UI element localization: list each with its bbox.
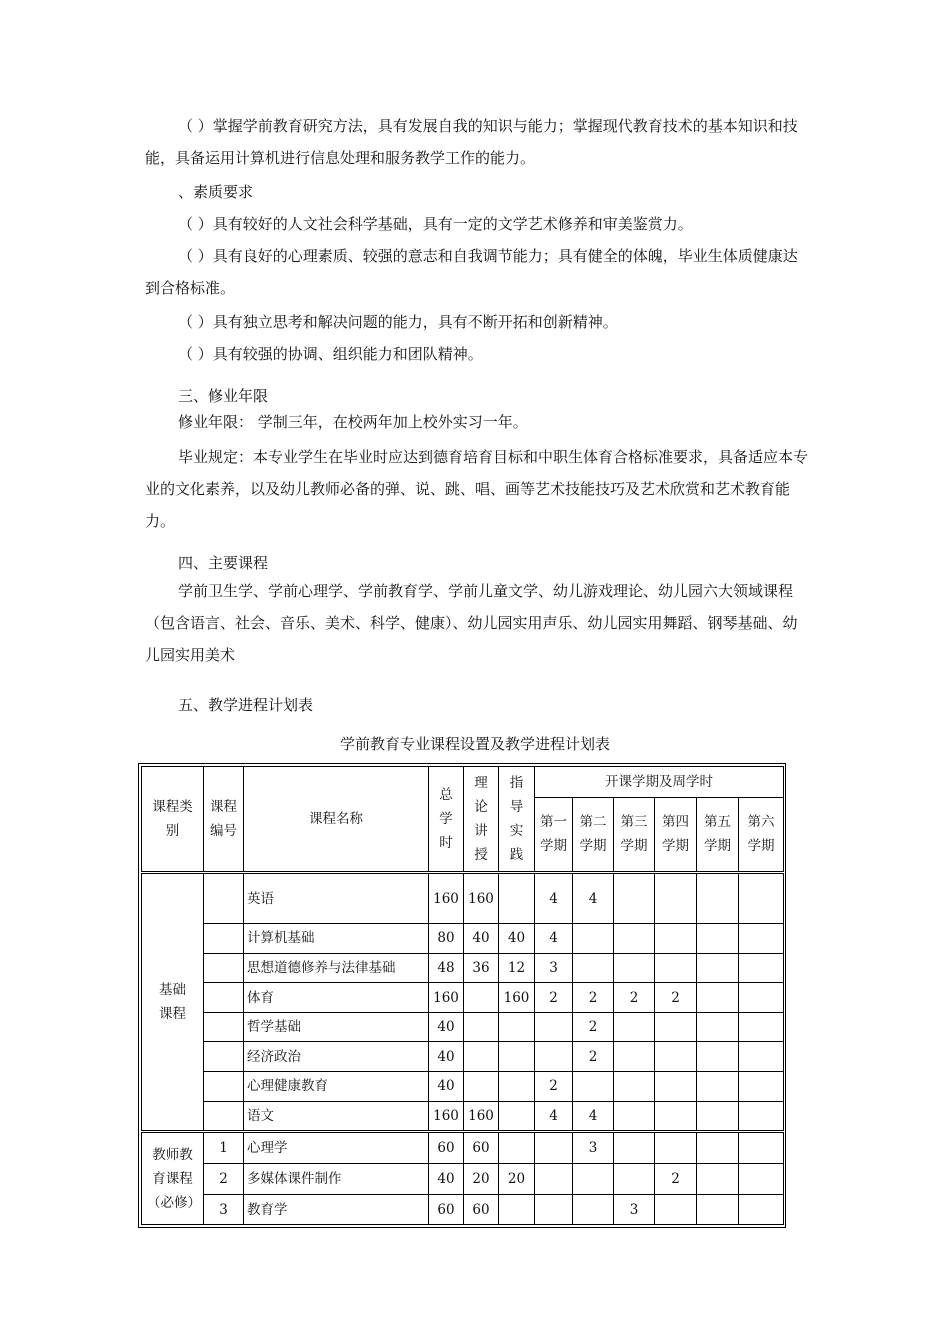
semester-hours-cell: 3 — [535, 953, 573, 983]
course-total-cell: 40 — [429, 1071, 464, 1101]
semester-hours-cell: 4 — [535, 873, 573, 924]
header-semesters-group: 开课学期及周学时 — [535, 767, 784, 798]
course-name-cell: 哲学基础 — [244, 1012, 429, 1042]
semester-hours-cell — [614, 873, 655, 924]
header-theory: 理论讲授 — [464, 767, 499, 873]
course-code-cell: 3 — [204, 1195, 244, 1225]
heading-teaching-plan: 五、教学进程计划表 — [178, 696, 314, 714]
semester-hours-cell — [739, 1163, 784, 1195]
course-practice-cell: 160 — [499, 983, 535, 1013]
header-semester-4: 第四学期 — [655, 797, 697, 872]
table-row — [142, 1132, 784, 1164]
course-theory-cell: 60 — [464, 1195, 499, 1225]
course-theory-cell — [464, 1012, 499, 1042]
header-practice: 指导实践 — [499, 767, 535, 873]
semester-hours-cell: 2 — [535, 1071, 573, 1101]
course-practice-cell — [499, 873, 535, 924]
course-total-cell: 160 — [429, 873, 464, 924]
course-code-cell: 2 — [204, 1163, 244, 1195]
semester-hours-cell — [614, 1012, 655, 1042]
table-row — [142, 1012, 784, 1042]
course-total-cell: 40 — [429, 1163, 464, 1195]
course-theory-cell: 160 — [464, 1101, 499, 1132]
semester-hours-cell — [614, 924, 655, 954]
course-total-cell: 160 — [429, 1101, 464, 1132]
course-theory-cell — [464, 1071, 499, 1101]
semester-hours-cell — [655, 1042, 697, 1072]
header-semester-3: 第三学期 — [614, 797, 655, 872]
header-semester-5: 第五学期 — [697, 797, 739, 872]
semester-hours-cell — [655, 873, 697, 924]
semester-hours-cell — [655, 1132, 697, 1164]
course-practice-cell — [499, 1132, 535, 1164]
header-category: 课程类别 — [142, 767, 204, 873]
header-semester-1: 第一学期 — [535, 797, 573, 872]
course-code-cell — [204, 873, 244, 924]
semester-hours-cell — [739, 1101, 784, 1132]
course-name-cell: 经济政治 — [244, 1042, 429, 1072]
semester-hours-cell: 2 — [573, 1012, 614, 1042]
semester-hours-cell — [655, 1071, 697, 1101]
semester-hours-cell — [697, 953, 739, 983]
semester-hours-cell — [739, 1071, 784, 1101]
table-row — [142, 1163, 784, 1195]
teaching-plan-table-frame — [138, 763, 786, 1228]
course-practice-cell — [499, 1012, 535, 1042]
semester-hours-cell — [535, 1012, 573, 1042]
semester-hours-cell — [614, 953, 655, 983]
table-caption: 学前教育专业课程设置及教学进程计划表 — [339, 735, 610, 753]
semester-hours-cell — [535, 1195, 573, 1225]
semester-hours-cell — [614, 1042, 655, 1072]
semester-hours-cell: 4 — [535, 924, 573, 954]
semester-hours-cell — [535, 1042, 573, 1072]
header-name: 课程名称 — [244, 767, 429, 873]
semester-hours-cell — [739, 1132, 784, 1164]
semester-hours-cell — [614, 1071, 655, 1101]
semester-hours-cell: 2 — [573, 1042, 614, 1072]
category-cell: 基础课程 — [142, 873, 204, 1132]
semester-hours-cell — [655, 1101, 697, 1132]
semester-hours-cell — [739, 953, 784, 983]
table-row — [142, 953, 784, 983]
semester-hours-cell — [739, 1042, 784, 1072]
course-theory-cell: 40 — [464, 924, 499, 954]
course-theory-cell — [464, 1042, 499, 1072]
course-name-cell: 教育学 — [244, 1195, 429, 1225]
semester-hours-cell — [739, 1195, 784, 1225]
course-name-cell: 计算机基础 — [244, 924, 429, 954]
course-theory-cell: 160 — [464, 873, 499, 924]
header-semester-2: 第二学期 — [573, 797, 614, 872]
course-total-cell: 40 — [429, 1042, 464, 1072]
semester-hours-cell — [697, 1012, 739, 1042]
course-name-cell: 语文 — [244, 1101, 429, 1132]
semester-hours-cell — [697, 983, 739, 1013]
course-name-cell: 心理健康教育 — [244, 1071, 429, 1101]
category-cell: 教师教育课程（必修） — [142, 1132, 204, 1225]
semester-hours-cell: 4 — [573, 1101, 614, 1132]
table-row — [142, 1071, 784, 1101]
course-theory-cell — [464, 983, 499, 1013]
course-code-cell — [204, 953, 244, 983]
semester-hours-cell: 2 — [614, 983, 655, 1013]
semester-hours-cell: 4 — [535, 1101, 573, 1132]
course-name-cell: 思想道德修养与法律基础 — [244, 953, 429, 983]
course-practice-cell: 12 — [499, 953, 535, 983]
semester-hours-cell — [573, 1071, 614, 1101]
paragraph-duration: 修业年限： 学制三年，在校两年加上校外实习一年。 — [178, 413, 528, 431]
course-practice-cell — [499, 1042, 535, 1072]
semester-hours-cell — [697, 1042, 739, 1072]
semester-hours-cell: 2 — [535, 983, 573, 1013]
semester-hours-cell — [697, 1132, 739, 1164]
semester-hours-cell — [739, 1012, 784, 1042]
course-code-cell: 1 — [204, 1132, 244, 1164]
table-row — [142, 1042, 784, 1072]
paragraph-graduation: 毕业规定：本专业学生在毕业时应达到德育培育目标和中职生体育合格标准要求，具备适应本专业的文化素养，以及幼儿教师必备的弹、说、跳、唱、画等艺术技能技巧及艺术欣赏和艺术教育能力。 — [145, 448, 809, 530]
semester-hours-cell — [614, 1163, 655, 1195]
course-code-cell — [204, 1042, 244, 1072]
semester-hours-cell — [697, 1163, 739, 1195]
heading-study-duration: 三、修业年限 — [178, 387, 269, 405]
semester-hours-cell — [573, 1195, 614, 1225]
paragraph-courses: 学前卫生学、学前心理学、学前教育学、学前儿童文学、幼儿游戏理论、幼儿园六大领域课程（包含语言、社会、音乐、美术、科学、健康）、幼儿园实用声乐、幼儿园实用舞蹈、钢琴基础、幼儿园实用美术 — [145, 582, 798, 664]
course-code-cell — [204, 924, 244, 954]
header-semester-6: 第六学期 — [739, 797, 784, 872]
paragraph-quality-1: （ ）具有较好的人文社会科学基础，具有一定的文学艺术修养和审美鉴赏力。 — [178, 215, 693, 233]
course-name-cell: 体育 — [244, 983, 429, 1013]
semester-hours-cell — [573, 924, 614, 954]
semester-hours-cell — [697, 1101, 739, 1132]
paragraph-quality-3: （ ）具有独立思考和解决问题的能力，具有不断开拓和创新精神。 — [178, 313, 618, 331]
course-practice-cell — [499, 1195, 535, 1225]
semester-hours-cell — [655, 953, 697, 983]
semester-hours-cell: 3 — [614, 1195, 655, 1225]
paragraph-quality-4: （ ）具有较强的协调、组织能力和团队精神。 — [178, 345, 483, 363]
heading-main-courses: 四、主要课程 — [178, 554, 269, 572]
table-body — [142, 873, 784, 1225]
course-name-cell: 多媒体课件制作 — [244, 1163, 429, 1195]
semester-hours-cell — [655, 924, 697, 954]
semester-hours-cell — [655, 1012, 697, 1042]
table-row — [142, 873, 784, 924]
course-code-cell — [204, 983, 244, 1013]
semester-hours-cell — [739, 983, 784, 1013]
semester-hours-cell — [697, 1071, 739, 1101]
teaching-plan-table — [141, 766, 784, 1225]
course-name-cell: 英语 — [244, 873, 429, 924]
course-theory-cell: 60 — [464, 1132, 499, 1164]
table-row — [142, 924, 784, 954]
semester-hours-cell — [739, 924, 784, 954]
course-total-cell: 80 — [429, 924, 464, 954]
semester-hours-cell: 2 — [655, 983, 697, 1013]
semester-hours-cell — [535, 1163, 573, 1195]
semester-hours-cell — [697, 924, 739, 954]
semester-hours-cell — [655, 1195, 697, 1225]
semester-hours-cell — [697, 873, 739, 924]
course-practice-cell — [499, 1101, 535, 1132]
course-theory-cell: 20 — [464, 1163, 499, 1195]
course-name-cell: 心理学 — [244, 1132, 429, 1164]
course-code-cell — [204, 1012, 244, 1042]
semester-hours-cell: 4 — [573, 873, 614, 924]
paragraph-quality-2: （ ）具有良好的心理素质、较强的意志和自我调节能力；具有健全的体魄，毕业生体质健康达到合格标准。 — [145, 247, 798, 297]
semester-hours-cell: 3 — [573, 1132, 614, 1164]
semester-hours-cell — [573, 953, 614, 983]
semester-hours-cell — [614, 1101, 655, 1132]
course-practice-cell — [499, 1071, 535, 1101]
course-total-cell: 40 — [429, 1012, 464, 1042]
semester-hours-cell — [535, 1132, 573, 1164]
course-total-cell: 60 — [429, 1195, 464, 1225]
course-code-cell — [204, 1071, 244, 1101]
semester-hours-cell — [739, 873, 784, 924]
heading-quality-requirements: 、素质要求 — [178, 183, 254, 201]
course-practice-cell: 40 — [499, 924, 535, 954]
table-row — [142, 1101, 784, 1132]
table-row — [142, 1195, 784, 1225]
semester-hours-cell — [614, 1132, 655, 1164]
course-total-cell: 48 — [429, 953, 464, 983]
course-total-cell: 160 — [429, 983, 464, 1013]
paragraph-knowledge-ability: （ ）掌握学前教育研究方法，具有发展自我的知识与能力；掌握现代教育技术的基本知识和技能，具备运用计算机进行信息处理和服务教学工作的能力。 — [145, 117, 798, 167]
course-code-cell — [204, 1101, 244, 1132]
header-code: 课程编号 — [204, 767, 244, 873]
semester-hours-cell — [573, 1163, 614, 1195]
semester-hours-cell: 2 — [655, 1163, 697, 1195]
table-row — [142, 983, 784, 1013]
semester-hours-cell: 2 — [573, 983, 614, 1013]
course-total-cell: 60 — [429, 1132, 464, 1164]
course-practice-cell: 20 — [499, 1163, 535, 1195]
semester-hours-cell — [697, 1195, 739, 1225]
header-total-hours: 总学时 — [429, 767, 464, 873]
course-theory-cell: 36 — [464, 953, 499, 983]
